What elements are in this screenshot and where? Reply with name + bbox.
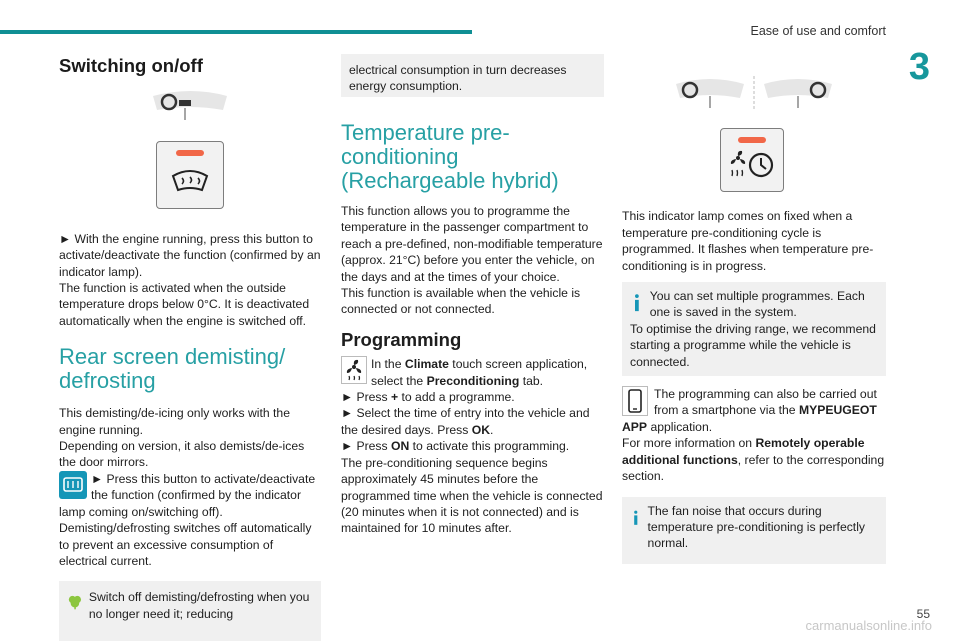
rear-demist-instruction: ► Press this button to activate/deactivate the function (confirmed by the indicator lamp coming on/switching off). — [59, 471, 316, 519]
smartphone-text-c: application. — [647, 419, 713, 434]
column-2 — [341, 54, 604, 537]
indicator-lamp-desc: This indicator lamp comes on fixed when a temperature pre-conditioning cycle is programmed. It flashes when temperature pre-conditioning is in progress. — [622, 209, 874, 273]
column-3 — [622, 72, 886, 564]
eco-tip-box — [59, 581, 321, 641]
switch-instruction: ► With the engine running, press this button to activate/deactivate the function (confirmed by an indicator lamp). — [59, 231, 321, 279]
info-box-programmes — [622, 282, 886, 376]
heading-preconditioning: Temperature pre-conditioning (Rechargeable hybrid) — [341, 120, 559, 193]
eco-tip-continued-text: electrical consumption in turn decreases energy consumption. — [349, 63, 567, 94]
dual-steering-icon — [674, 72, 834, 112]
steering-wheel-icon — [151, 90, 229, 124]
info-box-fan-noise — [622, 497, 886, 564]
fan-noise-note: The fan noise that occurs during temperature pre-conditioning is perfectly normal. — [647, 503, 865, 551]
remote-functions-ref: Remotely operable additional functions — [622, 436, 865, 467]
section-title: Ease of use and comfort — [750, 24, 886, 38]
info-icon — [630, 288, 644, 318]
eco-leaf-icon — [67, 589, 83, 615]
step-add-programme: ► Press + to add a programme. — [341, 390, 515, 405]
windscreen-heat-icon — [170, 168, 210, 194]
chapter-number: 3 — [908, 46, 930, 88]
step-activate: ► Press ON to activate this programming. — [341, 439, 570, 454]
sequence-timing: The pre-conditioning sequence begins approximately 45 minutes before the programmed time when the vehicle is connected (20 minutes when it is not connected) and is maintained for 10 minutes after. — [341, 455, 603, 536]
steering-illustration — [151, 90, 321, 128]
smartphone-text-a: The programming can also be carried out from a smartphone via the — [654, 387, 877, 418]
preconditioning-tab-name: Preconditioning — [426, 373, 520, 388]
preconditioning-desc: This function allows you to programme the temperature in the passenger compartment to reach a pre-defined, non-modifiable temperature (approx. 21°C) before you enter the vehicle, on the days and at the times of your choice. — [341, 204, 603, 284]
climate-text-c: touch screen application, select the — [371, 357, 588, 388]
switch-note: The function is activated when the outside temperature drops below 0°C. It is deactivated automatically when the engine is switched off. — [59, 281, 310, 328]
watermark: carmanualsonline.info — [805, 618, 932, 633]
info-icon — [630, 503, 642, 533]
dashboard-illustration — [674, 72, 886, 116]
preconditioning-availability: This function is available when the vehicle is connected or not connected. — [341, 286, 581, 317]
preconditioning-lamp — [738, 137, 766, 143]
climate-fan-icon — [341, 356, 367, 384]
info-driving-range: To optimise the driving range, we recommend starting a programme while the vehicle is connected. — [630, 321, 876, 369]
fan-clock-icon — [728, 148, 776, 184]
demist-mirrors-note: Depending on version, it also demists/de-ices the door mirrors. — [59, 439, 305, 470]
climate-text-e: tab. — [519, 373, 544, 388]
climate-text-a: In the — [371, 357, 405, 372]
eco-tip-continued — [341, 54, 604, 97]
indicator-lamp — [176, 150, 204, 156]
demist-engine-note: This demisting/de-icing only works with the engine running. — [59, 406, 290, 437]
top-accent-bar — [0, 30, 472, 34]
heading-rear-screen: Rear screen demisting/ defrosting — [59, 344, 286, 394]
page-number: 55 — [916, 607, 930, 621]
eco-tip-text: Switch off demisting/defrosting when you no longer need it; reducing — [88, 590, 310, 621]
auto-switch-off-note: Demisting/defrosting switches off automatically to prevent an excessive consumption of electrical current. — [59, 521, 312, 568]
heading-switching: Switching on/off — [59, 55, 203, 76]
smartphone-icon — [622, 386, 648, 414]
rear-defrost-icon — [59, 471, 87, 499]
heading-programming: Programming — [341, 328, 462, 350]
column-1 — [59, 55, 321, 641]
preconditioning-indicator-panel — [720, 128, 784, 192]
rear-demist-paragraph — [59, 471, 321, 520]
heated-windscreen-button[interactable] — [156, 141, 224, 209]
app-name: MYPEUGEOT APP — [622, 403, 877, 434]
step-select-time: ► Select the time of entry into the vehicle and the desired days. Press OK. — [341, 406, 590, 437]
climate-app-name: Climate — [404, 357, 449, 372]
info-multiple-programmes: You can set multiple programmes. Each one is saved in the system. — [649, 289, 865, 320]
more-info-paragraph: For more information on Remotely operable additional functions, refer to the corresponding section. — [622, 436, 885, 484]
smartphone-paragraph — [622, 386, 886, 435]
climate-app-paragraph — [341, 356, 604, 389]
